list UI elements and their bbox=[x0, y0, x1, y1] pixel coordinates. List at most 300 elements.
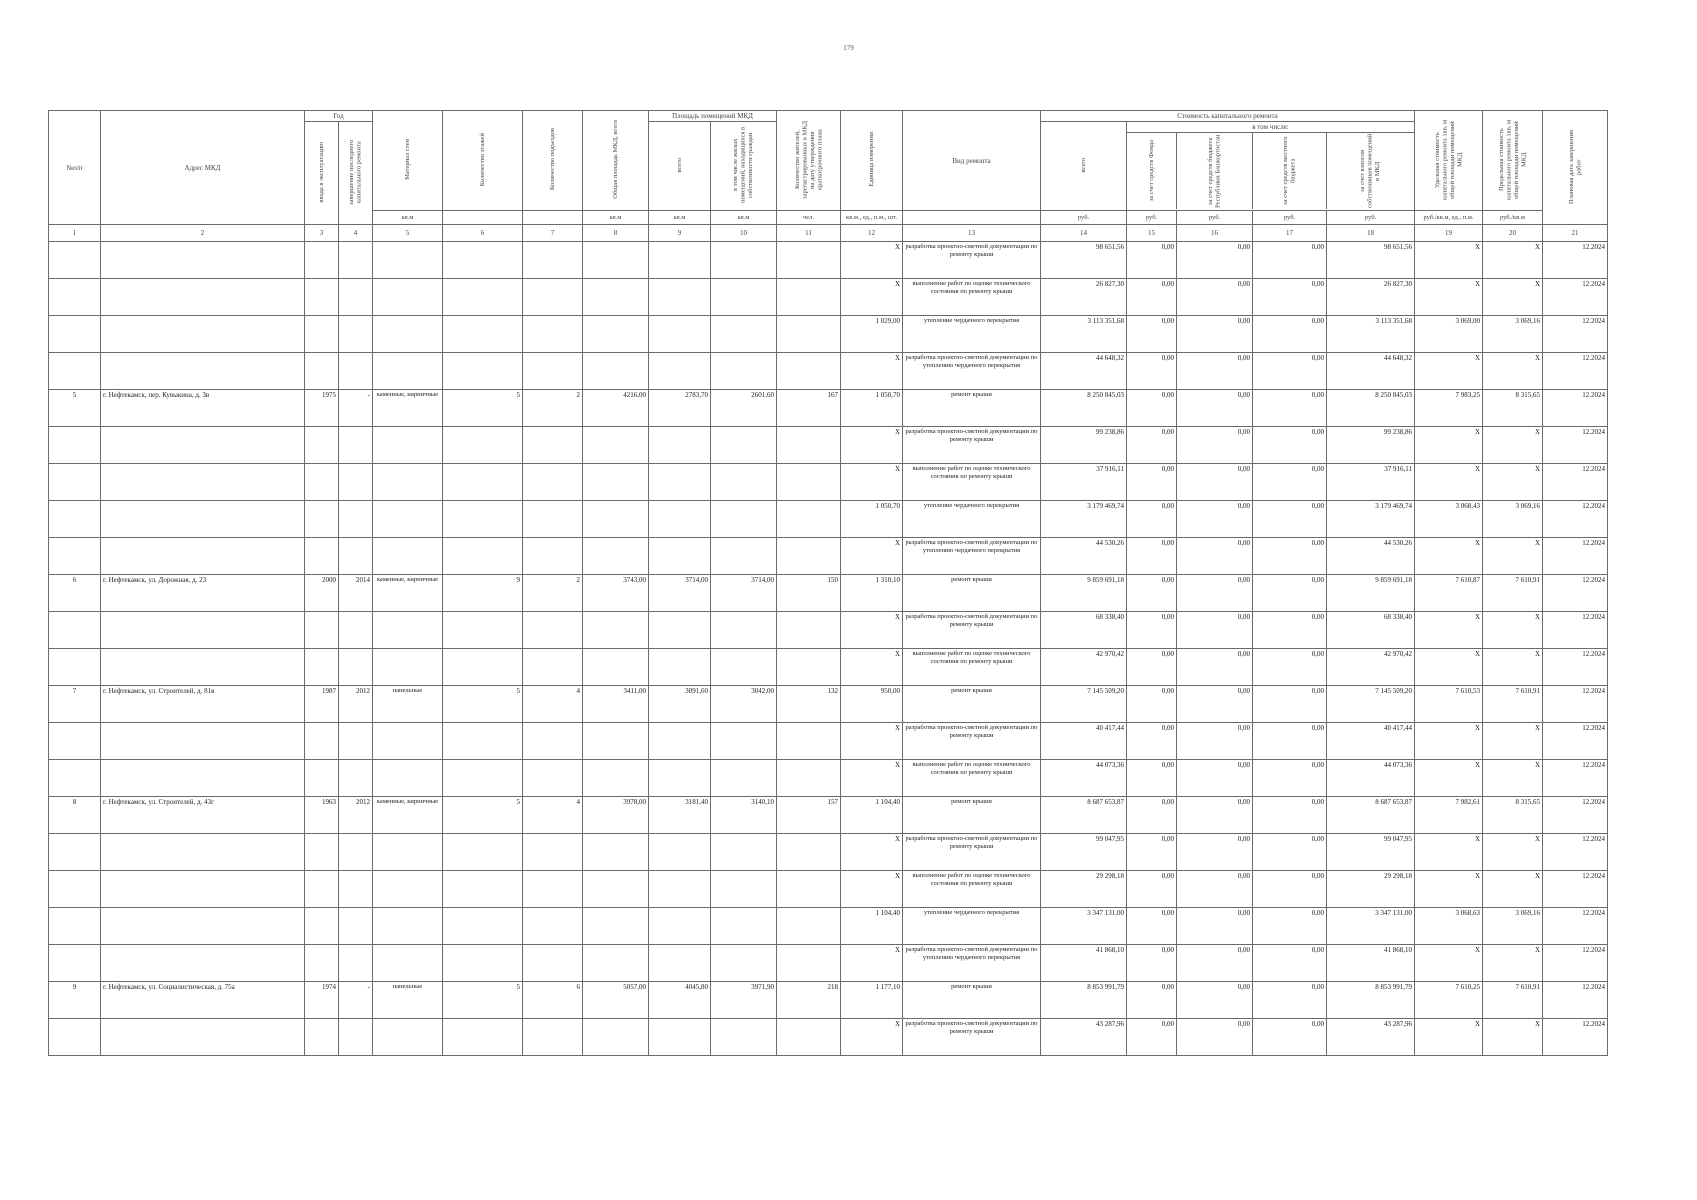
cell-total: 41 868,10 bbox=[1041, 945, 1127, 982]
cell-unit: X bbox=[1415, 279, 1483, 316]
cell-limit: 8 315,65 bbox=[1483, 390, 1543, 427]
header-premises-private: в том числе жилых помещений, находящихся в собственности граждан bbox=[711, 122, 777, 211]
cell-limit: X bbox=[1483, 612, 1543, 649]
cell-y2: - bbox=[339, 390, 373, 427]
cell-y2 bbox=[339, 908, 373, 945]
cell-fund: 0,00 bbox=[1127, 612, 1177, 649]
cell-total: 37 916,11 bbox=[1041, 464, 1127, 501]
cell-no bbox=[49, 501, 101, 538]
table-row bbox=[49, 538, 1608, 575]
cell-total: 44 530,26 bbox=[1041, 538, 1127, 575]
cell-prem bbox=[649, 760, 711, 797]
header-cost-total: всего bbox=[1041, 122, 1127, 211]
cell-work: ремонт крыши bbox=[903, 686, 1041, 723]
cell-rb: 0,00 bbox=[1177, 242, 1253, 279]
cell-wall bbox=[373, 279, 443, 316]
cell-qty: X bbox=[841, 871, 903, 908]
cell-priv bbox=[711, 501, 777, 538]
cell-owners: 8 687 653,87 bbox=[1327, 797, 1415, 834]
cell-res bbox=[777, 723, 841, 760]
cell-unit: 7 983,25 bbox=[1415, 390, 1483, 427]
cell-local: 0,00 bbox=[1253, 908, 1327, 945]
cell-y2 bbox=[339, 538, 373, 575]
cell-y1 bbox=[305, 723, 339, 760]
cell-total: 44 648,32 bbox=[1041, 353, 1127, 390]
cell-limit: X bbox=[1483, 464, 1543, 501]
cell-owners: 41 868,10 bbox=[1327, 945, 1415, 982]
column-number: 8 bbox=[583, 225, 649, 242]
cell-priv bbox=[711, 649, 777, 686]
header-residents: Количество жителей, зарегистрированных в МКД на дату утверждения краткосрочного плана bbox=[777, 111, 841, 211]
cell-date: 12.2024 bbox=[1543, 464, 1608, 501]
cell-rb: 0,00 bbox=[1177, 501, 1253, 538]
cell-prem bbox=[649, 242, 711, 279]
cell-res: 132 bbox=[777, 686, 841, 723]
cell-address bbox=[101, 723, 305, 760]
cell-unit: X bbox=[1415, 1019, 1483, 1056]
cell-y2: 2012 bbox=[339, 797, 373, 834]
cell-fund: 0,00 bbox=[1127, 575, 1177, 612]
cell-entr: 2 bbox=[523, 575, 583, 612]
cell-prem bbox=[649, 723, 711, 760]
cell-address bbox=[101, 501, 305, 538]
cell-limit: X bbox=[1483, 242, 1543, 279]
cell-res bbox=[777, 871, 841, 908]
cell-res: 167 bbox=[777, 390, 841, 427]
cell-date: 12.2024 bbox=[1543, 945, 1608, 982]
cell-no bbox=[49, 464, 101, 501]
cell-prem: 3181,40 bbox=[649, 797, 711, 834]
cell-y1 bbox=[305, 353, 339, 390]
cell-qty: 1 050,70 bbox=[841, 501, 903, 538]
cell-entr bbox=[523, 723, 583, 760]
cell-rb: 0,00 bbox=[1177, 353, 1253, 390]
cell-total: 7 145 509,20 bbox=[1041, 686, 1127, 723]
cell-area: 3978,00 bbox=[583, 797, 649, 834]
cell-fund: 0,00 bbox=[1127, 945, 1177, 982]
cell-res bbox=[777, 427, 841, 464]
cell-prem bbox=[649, 279, 711, 316]
cell-qty: X bbox=[841, 242, 903, 279]
cell-rb: 0,00 bbox=[1177, 575, 1253, 612]
cell-local: 0,00 bbox=[1253, 353, 1327, 390]
column-number: 13 bbox=[903, 225, 1041, 242]
header-cost-group: Стоимость капитального ремонта bbox=[1041, 111, 1415, 122]
cell-no bbox=[49, 279, 101, 316]
cell-prem bbox=[649, 538, 711, 575]
cell-rb: 0,00 bbox=[1177, 908, 1253, 945]
cell-floors: 5 bbox=[443, 797, 523, 834]
cell-wall bbox=[373, 945, 443, 982]
column-number: 20 bbox=[1483, 225, 1543, 242]
cell-unit: X bbox=[1415, 649, 1483, 686]
cell-y1 bbox=[305, 316, 339, 353]
header-year-group: Год bbox=[305, 111, 373, 122]
cell-y1 bbox=[305, 908, 339, 945]
cell-prem bbox=[649, 649, 711, 686]
cell-floors bbox=[443, 316, 523, 353]
cell-floors bbox=[443, 871, 523, 908]
cell-y2 bbox=[339, 427, 373, 464]
header-no: №п/п bbox=[49, 111, 101, 225]
cell-prem bbox=[649, 908, 711, 945]
cell-total: 68 338,40 bbox=[1041, 612, 1127, 649]
column-number: 16 bbox=[1177, 225, 1253, 242]
cell-rb: 0,00 bbox=[1177, 316, 1253, 353]
cell-limit: X bbox=[1483, 1019, 1543, 1056]
cell-address bbox=[101, 279, 305, 316]
cell-total: 29 298,18 bbox=[1041, 871, 1127, 908]
cell-owners: 3 179 469,74 bbox=[1327, 501, 1415, 538]
cell-qty: X bbox=[841, 538, 903, 575]
cell-owners: 40 417,44 bbox=[1327, 723, 1415, 760]
cell-owners: 26 827,30 bbox=[1327, 279, 1415, 316]
cell-total: 3 347 131,00 bbox=[1041, 908, 1127, 945]
column-number: 18 bbox=[1327, 225, 1415, 242]
column-number: 12 bbox=[841, 225, 903, 242]
cell-work: выполнение работ по оценке технического состояния по ремонту крыши bbox=[903, 649, 1041, 686]
cell-priv: 3971,90 bbox=[711, 982, 777, 1019]
cell-floors bbox=[443, 279, 523, 316]
cell-fund: 0,00 bbox=[1127, 760, 1177, 797]
cell-priv bbox=[711, 908, 777, 945]
cell-qty: X bbox=[841, 649, 903, 686]
cell-rb: 0,00 bbox=[1177, 686, 1253, 723]
header-commissioning: ввода в эксплуатацию bbox=[305, 122, 339, 225]
cell-y2: 2012 bbox=[339, 686, 373, 723]
cell-total: 26 827,30 bbox=[1041, 279, 1127, 316]
cell-floors bbox=[443, 242, 523, 279]
cell-limit: X bbox=[1483, 279, 1543, 316]
cell-rb: 0,00 bbox=[1177, 834, 1253, 871]
table-row bbox=[49, 797, 1608, 834]
cell-address bbox=[101, 649, 305, 686]
cell-y2 bbox=[339, 501, 373, 538]
cell-address bbox=[101, 945, 305, 982]
cell-prem: 3091,60 bbox=[649, 686, 711, 723]
cell-floors: 9 bbox=[443, 575, 523, 612]
cell-owners: 3 113 351,68 bbox=[1327, 316, 1415, 353]
cell-rb: 0,00 bbox=[1177, 279, 1253, 316]
cell-y2 bbox=[339, 242, 373, 279]
cell-entr bbox=[523, 538, 583, 575]
cell-priv bbox=[711, 1019, 777, 1056]
cell-floors bbox=[443, 834, 523, 871]
cell-limit: 3 069,16 bbox=[1483, 908, 1543, 945]
cell-fund: 0,00 bbox=[1127, 353, 1177, 390]
cell-area: 3743,00 bbox=[583, 575, 649, 612]
cell-owners: 8 853 991,79 bbox=[1327, 982, 1415, 1019]
cell-qty: X bbox=[841, 464, 903, 501]
cell-y1 bbox=[305, 427, 339, 464]
cell-res bbox=[777, 908, 841, 945]
cell-work: разработка проектно-сметной документации по ремонту крыши bbox=[903, 427, 1041, 464]
cell-owners: 99 047,95 bbox=[1327, 834, 1415, 871]
cell-local: 0,00 bbox=[1253, 760, 1327, 797]
cell-entr bbox=[523, 1019, 583, 1056]
cell-priv: 3714,00 bbox=[711, 575, 777, 612]
cell-fund: 0,00 bbox=[1127, 723, 1177, 760]
cell-date: 12.2024 bbox=[1543, 612, 1608, 649]
cell-res bbox=[777, 501, 841, 538]
cell-total: 8 687 653,87 bbox=[1041, 797, 1127, 834]
cell-owners: 3 347 131,00 bbox=[1327, 908, 1415, 945]
cell-prem: 2783,70 bbox=[649, 390, 711, 427]
cell-y1 bbox=[305, 538, 339, 575]
cell-no bbox=[49, 353, 101, 390]
cell-y2 bbox=[339, 871, 373, 908]
cell-entr bbox=[523, 871, 583, 908]
cell-unit: X bbox=[1415, 427, 1483, 464]
column-number: 2 bbox=[101, 225, 305, 242]
cell-area bbox=[583, 834, 649, 871]
cell-priv bbox=[711, 316, 777, 353]
table-row bbox=[49, 353, 1608, 390]
column-number: 6 bbox=[443, 225, 523, 242]
header-address: Адрес МКД bbox=[101, 111, 305, 225]
table-row bbox=[49, 908, 1608, 945]
cell-qty: X bbox=[841, 427, 903, 464]
cell-area bbox=[583, 316, 649, 353]
table-row bbox=[49, 464, 1608, 501]
table-body bbox=[49, 242, 1608, 1056]
table-row bbox=[49, 427, 1608, 464]
column-number: 11 bbox=[777, 225, 841, 242]
cell-unit: 7 982,61 bbox=[1415, 797, 1483, 834]
column-number: 4 bbox=[339, 225, 373, 242]
cell-local: 0,00 bbox=[1253, 612, 1327, 649]
cell-date: 12.2024 bbox=[1543, 316, 1608, 353]
cell-no: 7 bbox=[49, 686, 101, 723]
cell-address bbox=[101, 871, 305, 908]
cell-no bbox=[49, 834, 101, 871]
cell-area: 4216,00 bbox=[583, 390, 649, 427]
cell-floors: 5 bbox=[443, 982, 523, 1019]
cell-res bbox=[777, 316, 841, 353]
header-premises-total: всего bbox=[649, 122, 711, 211]
cell-entr: 4 bbox=[523, 686, 583, 723]
cell-y2 bbox=[339, 279, 373, 316]
cell-owners: 99 238,86 bbox=[1327, 427, 1415, 464]
cell-fund: 0,00 bbox=[1127, 538, 1177, 575]
cell-local: 0,00 bbox=[1253, 649, 1327, 686]
cell-fund: 0,00 bbox=[1127, 908, 1177, 945]
cell-qty: 1 310,10 bbox=[841, 575, 903, 612]
cell-limit: 7 610,91 bbox=[1483, 982, 1543, 1019]
cell-total: 44 073,36 bbox=[1041, 760, 1127, 797]
cell-y1: 1963 bbox=[305, 797, 339, 834]
cell-no bbox=[49, 612, 101, 649]
cell-y1 bbox=[305, 501, 339, 538]
cell-floors bbox=[443, 723, 523, 760]
cell-qty: 1 029,00 bbox=[841, 316, 903, 353]
cell-priv bbox=[711, 612, 777, 649]
cell-local: 0,00 bbox=[1253, 279, 1327, 316]
cell-wall bbox=[373, 427, 443, 464]
cell-date: 12.2024 bbox=[1543, 501, 1608, 538]
cell-unit: X bbox=[1415, 612, 1483, 649]
column-number: 1 bbox=[49, 225, 101, 242]
cell-floors bbox=[443, 464, 523, 501]
cell-wall bbox=[373, 538, 443, 575]
cell-floors bbox=[443, 353, 523, 390]
cell-owners: 68 338,40 bbox=[1327, 612, 1415, 649]
cell-area: 3411,00 bbox=[583, 686, 649, 723]
cell-res bbox=[777, 353, 841, 390]
cell-wall bbox=[373, 871, 443, 908]
cell-res bbox=[777, 538, 841, 575]
cell-unit: 3 068,63 bbox=[1415, 908, 1483, 945]
table-header bbox=[49, 111, 1608, 242]
cell-priv bbox=[711, 427, 777, 464]
table-row bbox=[49, 945, 1608, 982]
cell-date: 12.2024 bbox=[1543, 649, 1608, 686]
cell-limit: 3 069,16 bbox=[1483, 316, 1543, 353]
cell-limit: X bbox=[1483, 723, 1543, 760]
cell-total: 98 651,56 bbox=[1041, 242, 1127, 279]
cell-entr bbox=[523, 834, 583, 871]
cell-no: 5 bbox=[49, 390, 101, 427]
cell-total: 99 238,86 bbox=[1041, 427, 1127, 464]
cell-date: 12.2024 bbox=[1543, 871, 1608, 908]
cell-y1 bbox=[305, 760, 339, 797]
cell-address bbox=[101, 353, 305, 390]
cell-address bbox=[101, 908, 305, 945]
cell-work: разработка проектно-сметной документации по утеплению чердачного перекрытия bbox=[903, 353, 1041, 390]
cell-priv: 3140,10 bbox=[711, 797, 777, 834]
cell-unit: X bbox=[1415, 538, 1483, 575]
cell-work: выполнение работ по оценке технического состояния по ремонту крыши bbox=[903, 279, 1041, 316]
cell-area: 5057,00 bbox=[583, 982, 649, 1019]
cell-work: разработка проектно-сметной документации по ремонту крыши bbox=[903, 612, 1041, 649]
cell-y1 bbox=[305, 945, 339, 982]
cell-y1: 1975 bbox=[305, 390, 339, 427]
cell-floors bbox=[443, 501, 523, 538]
cell-qty: X bbox=[841, 834, 903, 871]
cell-owners: 42 970,42 bbox=[1327, 649, 1415, 686]
table-row bbox=[49, 871, 1608, 908]
cell-fund: 0,00 bbox=[1127, 834, 1177, 871]
cell-floors: 5 bbox=[443, 390, 523, 427]
cell-y2 bbox=[339, 353, 373, 390]
cell-res bbox=[777, 834, 841, 871]
cell-wall: панельные bbox=[373, 686, 443, 723]
cell-entr bbox=[523, 279, 583, 316]
cell-unit: X bbox=[1415, 760, 1483, 797]
cell-address bbox=[101, 427, 305, 464]
cell-limit: 3 069,16 bbox=[1483, 501, 1543, 538]
cell-date: 12.2024 bbox=[1543, 538, 1608, 575]
cell-prem bbox=[649, 427, 711, 464]
cell-res bbox=[777, 760, 841, 797]
cell-address bbox=[101, 464, 305, 501]
cell-work: разработка проектно-сметной документации по ремонту крыши bbox=[903, 242, 1041, 279]
column-number: 21 bbox=[1543, 225, 1608, 242]
cell-wall bbox=[373, 612, 443, 649]
cell-prem bbox=[649, 464, 711, 501]
cell-limit: 7 610,91 bbox=[1483, 575, 1543, 612]
cell-work: разработка проектно-сметной документации по утеплению чердачного перекрытия bbox=[903, 538, 1041, 575]
cell-rb: 0,00 bbox=[1177, 649, 1253, 686]
cell-priv bbox=[711, 834, 777, 871]
cell-unit: X bbox=[1415, 464, 1483, 501]
cell-work: разработка проектно-сметной документации по ремонту крыши bbox=[903, 834, 1041, 871]
cell-wall: каменные, кирпичные bbox=[373, 390, 443, 427]
cell-no: 9 bbox=[49, 982, 101, 1019]
column-numbers-row bbox=[49, 225, 1608, 242]
cell-qty: X bbox=[841, 723, 903, 760]
cell-floors bbox=[443, 760, 523, 797]
cell-limit: X bbox=[1483, 427, 1543, 464]
cell-priv bbox=[711, 464, 777, 501]
cell-address: г. Нефтекамск, ул. Дорожная, д. 23 bbox=[101, 575, 305, 612]
cell-wall: каменные, кирпичные bbox=[373, 797, 443, 834]
cell-res: 218 bbox=[777, 982, 841, 1019]
cell-prem bbox=[649, 501, 711, 538]
cell-priv bbox=[711, 723, 777, 760]
cell-wall bbox=[373, 353, 443, 390]
cell-res bbox=[777, 279, 841, 316]
cell-entr bbox=[523, 316, 583, 353]
cell-no bbox=[49, 538, 101, 575]
cell-qty: X bbox=[841, 353, 903, 390]
cell-wall bbox=[373, 908, 443, 945]
cell-entr bbox=[523, 908, 583, 945]
cell-floors bbox=[443, 908, 523, 945]
cell-rb: 0,00 bbox=[1177, 797, 1253, 834]
cell-wall: каменные, кирпичные bbox=[373, 575, 443, 612]
cell-rb: 0,00 bbox=[1177, 871, 1253, 908]
cell-unit: X bbox=[1415, 242, 1483, 279]
cell-total: 99 047,95 bbox=[1041, 834, 1127, 871]
cell-local: 0,00 bbox=[1253, 982, 1327, 1019]
cell-address bbox=[101, 316, 305, 353]
cell-wall bbox=[373, 316, 443, 353]
cell-work: ремонт крыши bbox=[903, 575, 1041, 612]
cell-work: разработка проектно-сметной документации по ремонту крыши bbox=[903, 723, 1041, 760]
cell-qty: X bbox=[841, 760, 903, 797]
cell-entr: 6 bbox=[523, 982, 583, 1019]
cell-entr: 2 bbox=[523, 390, 583, 427]
header-unit-cost: Удельная стоимость капитального ремонта 1кв. м общей площади помещений МКД bbox=[1415, 111, 1483, 211]
cell-unit: 7 610,53 bbox=[1415, 686, 1483, 723]
cell-limit: X bbox=[1483, 649, 1543, 686]
cell-no bbox=[49, 945, 101, 982]
cell-y1 bbox=[305, 871, 339, 908]
cell-limit: X bbox=[1483, 871, 1543, 908]
cell-date: 12.2024 bbox=[1543, 908, 1608, 945]
cell-wall bbox=[373, 760, 443, 797]
table-row bbox=[49, 649, 1608, 686]
cell-qty: 1 104,40 bbox=[841, 797, 903, 834]
table-row bbox=[49, 390, 1608, 427]
cell-no bbox=[49, 723, 101, 760]
cell-address: г. Нефтекамск, пер. Кувыкина, д. 3в bbox=[101, 390, 305, 427]
cell-y2 bbox=[339, 612, 373, 649]
cell-prem: 3714,00 bbox=[649, 575, 711, 612]
cell-work: ремонт крыши bbox=[903, 390, 1041, 427]
cell-qty: 950,00 bbox=[841, 686, 903, 723]
cell-date: 12.2024 bbox=[1543, 279, 1608, 316]
table-row bbox=[49, 1019, 1608, 1056]
cell-address: г. Нефтекамск, ул. Строителей, д. 43г bbox=[101, 797, 305, 834]
cell-total: 43 287,96 bbox=[1041, 1019, 1127, 1056]
cell-prem bbox=[649, 871, 711, 908]
cell-no: 8 bbox=[49, 797, 101, 834]
table-row bbox=[49, 723, 1608, 760]
cell-rb: 0,00 bbox=[1177, 1019, 1253, 1056]
cell-y1 bbox=[305, 649, 339, 686]
